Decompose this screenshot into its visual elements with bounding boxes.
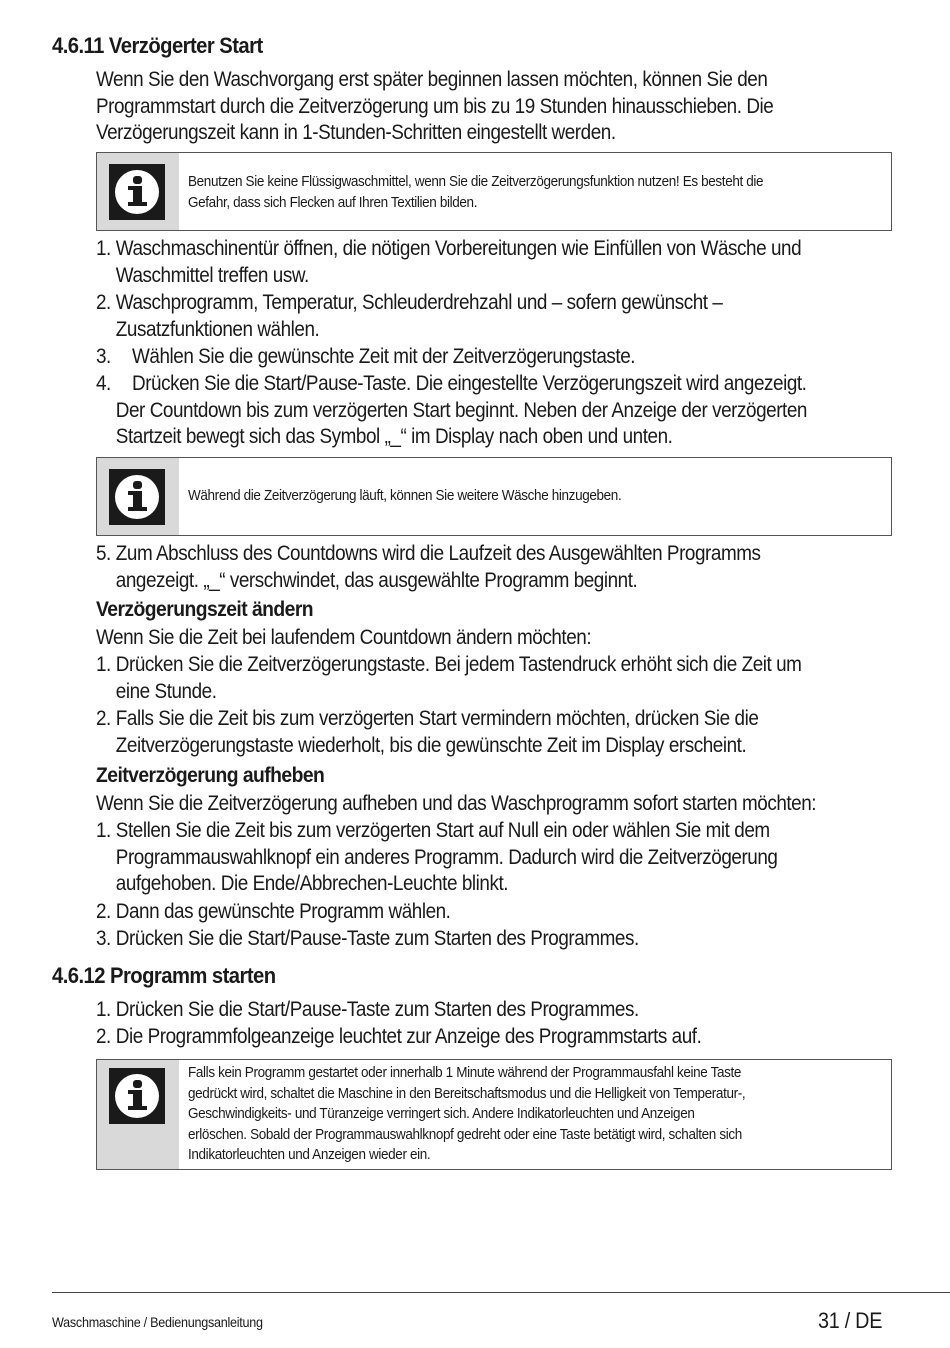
step-text: angezeigt. „_“ verschwindet, das ausgewählte Programm beginnt. [115, 568, 638, 592]
step-text: Drücken Sie die Start/Pause-Taste zum Starten des Programmes. [115, 998, 639, 1021]
list-item-step-2 [96, 290, 888, 343]
list-item-step-4 [96, 371, 888, 451]
step-text: Drücken Sie die Start/Pause-Taste zum Starten des Programmes. [115, 927, 639, 950]
note-line: Während die Zeitverzögerung läuft, können Sie weitere Wäsche hinzugeben. [188, 487, 622, 504]
step-text: Zum Abschluss des Countdowns wird die Laufzeit des Ausgewählten Programms [115, 542, 761, 565]
step-text: Falls Sie die Zeit bis zum verzögerten Start vermindern möchten, drücken Sie die [115, 707, 759, 730]
info-icon [109, 164, 165, 220]
step-text: Startzeit bewegt sich das Symbol „_“ im Display nach oben und unten. [115, 425, 673, 448]
list-item-step-1 [96, 236, 888, 289]
note-line: erlöschen. Sobald der Programmauswahlknopf gedreht oder eine Taste betätigt wird, schalten sich [188, 1125, 742, 1143]
step-text: Zeitverzögerungstaste wiederholt, bis die gewünschte Zeit im Display erscheint. [115, 733, 747, 757]
step-number: 2. [96, 1025, 111, 1048]
note-text [188, 486, 890, 507]
intro-line: Wenn Sie die Zeit bei laufendem Countdown ändern möchten: [96, 626, 592, 649]
step-number: 1. [96, 998, 111, 1021]
step-text: Die Programmfolgeanzeige leuchtet zur Anzeige des Programmstarts auf. [115, 1025, 702, 1048]
subheading-change-delay: Verzögerungszeit ändern [96, 598, 314, 621]
subheading-cancel-delay: Zeitverzögerung aufheben [96, 764, 325, 787]
list-item-cancel-step-2 [96, 899, 888, 926]
step-number: 4. [96, 372, 111, 395]
note-line: Indikatorleuchten und Anzeigen wieder ein. [188, 1146, 431, 1163]
info-note-liquid-detergent [96, 152, 892, 231]
step-number: 2. [96, 707, 111, 730]
info-icon [109, 469, 165, 525]
list-item-cancel-step-3 [96, 926, 888, 953]
step-number: 1. [96, 819, 111, 842]
step-text: Der Countdown bis zum verzögerten Start beginnt. Neben der Anzeige der verzögerten [115, 398, 807, 422]
list-item-change-step-1 [96, 652, 888, 705]
step-number: 3. [96, 345, 111, 368]
info-note-add-laundry [96, 457, 892, 536]
step-number: 2. [96, 291, 111, 314]
footer-divider [52, 1292, 950, 1293]
step-text: Waschmaschinentür öffnen, die nötigen Vorbereitungen wie Einfüllen von Wäsche und [115, 237, 802, 260]
step-text: eine Stunde. [115, 679, 217, 703]
step-text: Waschprogramm, Temperatur, Schleuderdrehzahl und – sofern gewünscht – [115, 291, 723, 314]
note-line: Gefahr, dass sich Flecken auf Ihren Textilien bilden. [188, 193, 478, 211]
footer-page-number: 31 / DE [818, 1308, 883, 1333]
note-line: Geschwindigkeits- und Türanzeige verringert sich. Andere Indikatorleuchten und Anzeigen [188, 1105, 695, 1122]
step-number: 1. [96, 237, 111, 260]
info-note-standby-mode [96, 1059, 892, 1170]
note-line: Falls kein Programm gestartet oder innerhalb 1 Minute während der Programmausfahl keine Taste [188, 1064, 742, 1081]
step-text: aufgehoben. Die Ende/Abbrechen-Leuchte blinkt. [115, 872, 509, 895]
list-item-start-step-2 [96, 1024, 888, 1051]
intro-line: Verzögerungszeit kann in 1-Stunden-Schritten eingestellt werden. [96, 121, 616, 144]
step-number: 5. [96, 542, 111, 565]
step-text: Dann das gewünschte Programm wählen. [115, 900, 451, 923]
list-item-step-5 [96, 541, 888, 594]
list-item-step-3 [96, 344, 888, 371]
step-text: Stellen Sie die Zeit bis zum verzögerten Start auf Null ein oder wählen Sie mit dem [115, 819, 770, 842]
step-text: Zusatzfunktionen wählen. [115, 317, 320, 341]
cancel-delay-intro [96, 791, 870, 818]
step-text: Drücken Sie die Start/Pause-Taste. Die eingestellte Verzögerungszeit wird angezeigt. [132, 372, 807, 395]
list-item-start-step-1 [96, 997, 888, 1024]
change-delay-intro [96, 625, 870, 652]
intro-paragraph [96, 67, 870, 147]
note-text [188, 172, 890, 213]
list-item-cancel-step-1 [96, 818, 888, 898]
section-heading-delayed-start: 4.6.11 Verzögerter Start [52, 33, 263, 58]
intro-line: Programmstart durch die Zeitverzögerung um bis zu 19 Stunden hinausschieben. Die [96, 94, 774, 118]
section-heading-program-start: 4.6.12 Programm starten [52, 963, 276, 988]
info-icon [109, 1068, 165, 1124]
note-text [188, 1063, 890, 1166]
step-number: 2. [96, 900, 111, 923]
intro-line: Wenn Sie die Zeitverzögerung aufheben und das Waschprogramm sofort starten möchten: [96, 792, 817, 815]
step-number: 3. [96, 927, 111, 950]
note-line: gedrückt wird, schaltet die Maschine in den Bereitschaftsmodus und die Helligkeit von Temperatur-, [188, 1084, 746, 1102]
step-text: Programmauswahlknopf ein anderes Programm. Dadurch wird die Zeitverzögerung [115, 845, 778, 869]
step-text: Waschmittel treffen usw. [115, 263, 309, 287]
note-line: Benutzen Sie keine Flüssigwaschmittel, wenn Sie die Zeitverzögerungsfunktion nutzen! Es besteht die [188, 173, 764, 190]
step-text: Wählen Sie die gewünschte Zeit mit der Zeitverzögerungstaste. [132, 345, 636, 368]
list-item-change-step-2 [96, 706, 888, 759]
step-number: 1. [96, 653, 111, 676]
footer-document-title: Waschmaschine / Bedienungsanleitung [52, 1314, 263, 1330]
intro-line: Wenn Sie den Waschvorgang erst später beginnen lassen möchten, können Sie den [96, 68, 768, 91]
step-text: Drücken Sie die Zeitverzögerungstaste. Bei jedem Tastendruck erhöht sich die Zeit um [115, 653, 802, 676]
